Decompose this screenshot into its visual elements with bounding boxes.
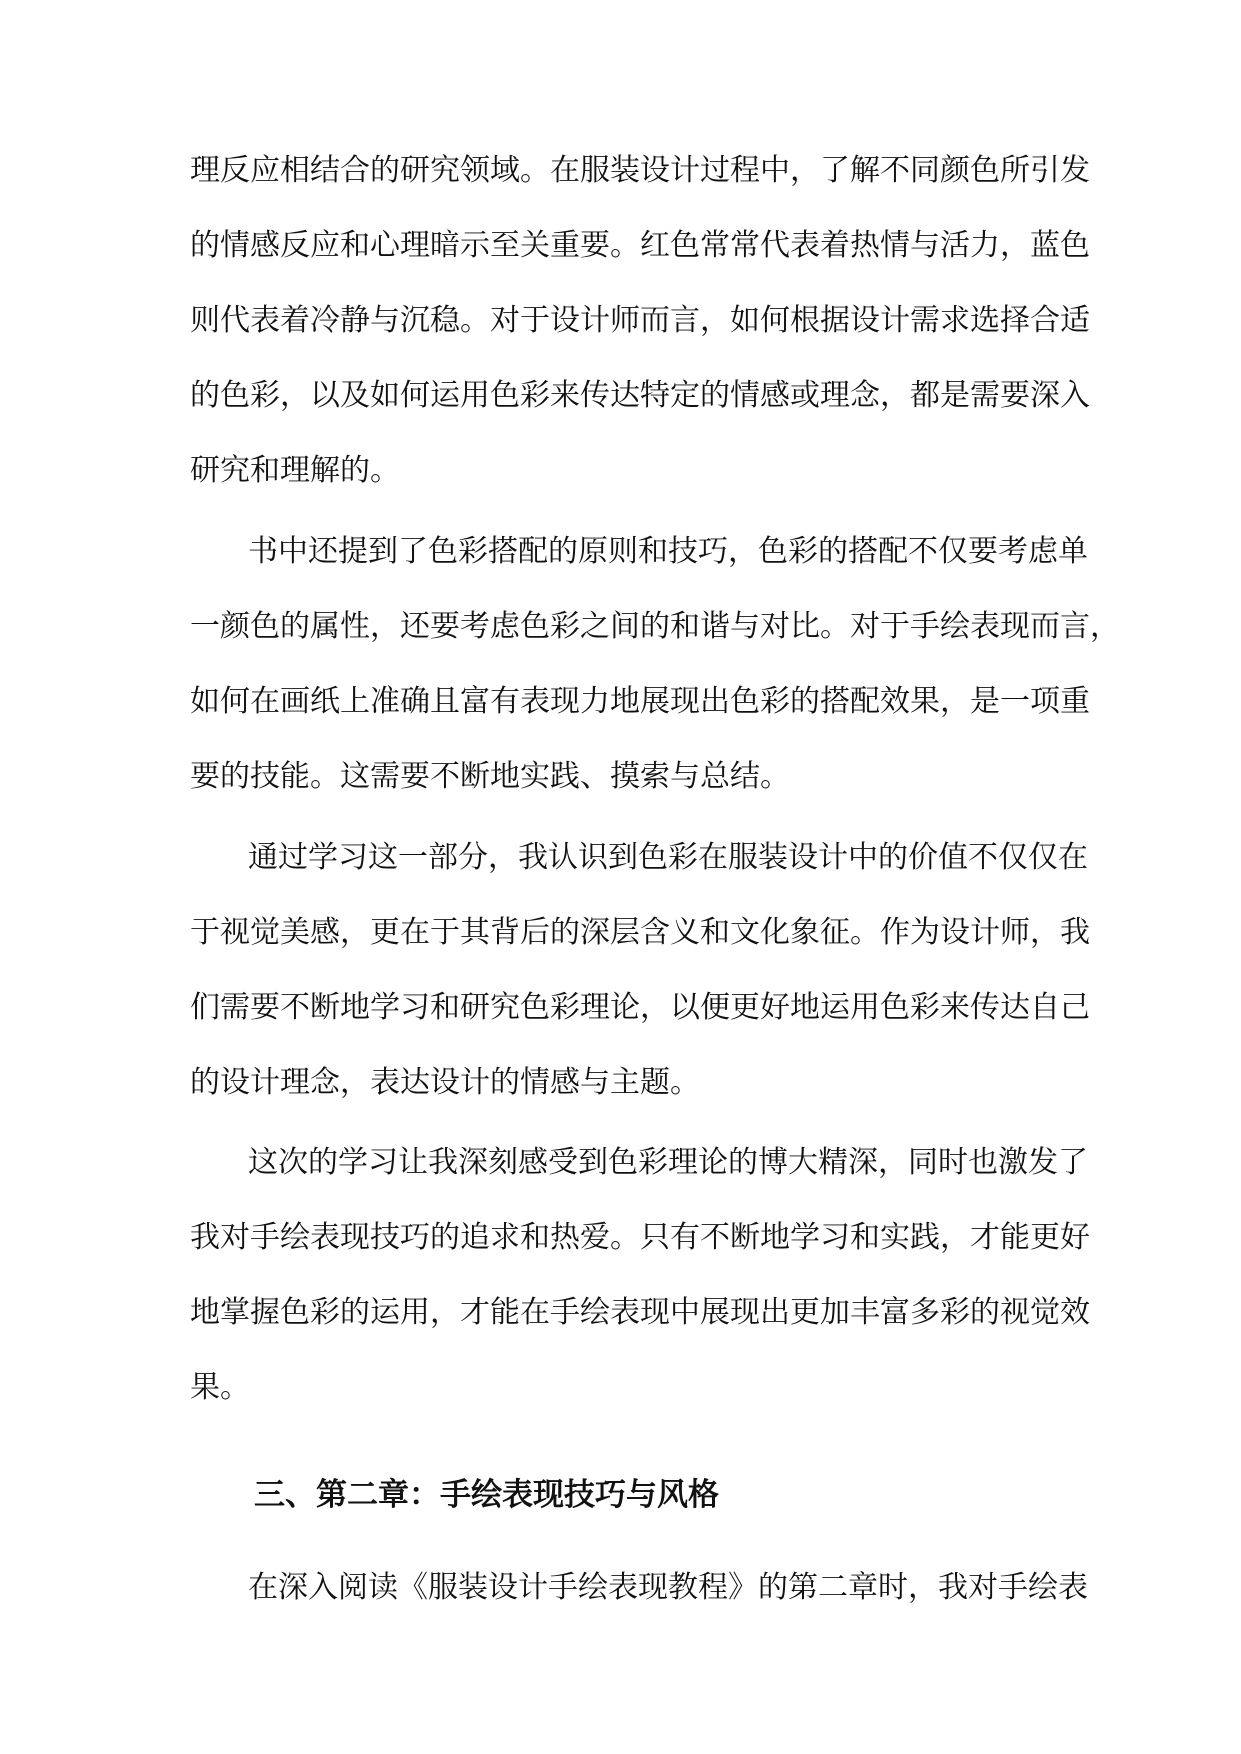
paragraph-3-line-4: 的设计理念，表达设计的情感与主题。 bbox=[190, 1065, 700, 1100]
paragraph-4-line-4: 果。 bbox=[190, 1370, 250, 1405]
paragraph-1-line-2: 的情感反应和心理暗示至关重要。红色常常代表着热情与活力，蓝色 bbox=[190, 228, 1090, 263]
paragraph-2-line-1: 书中还提到了色彩搭配的原则和技巧，色彩的搭配不仅要考虑单 bbox=[248, 534, 1088, 569]
paragraph-2-line-4: 要的技能。这需要不断地实践、摸索与总结。 bbox=[190, 759, 790, 794]
paragraph-4-line-1: 这次的学习让我深刻感受到色彩理论的博大精深，同时也激发了 bbox=[248, 1145, 1088, 1180]
section-heading: 三、第二章：手绘表现技巧与风格 bbox=[254, 1477, 719, 1513]
paragraph-1-line-1: 理反应相结合的研究领域。在服装设计过程中，了解不同颜色所引发 bbox=[190, 153, 1090, 188]
paragraph-1-line-3: 则代表着冷静与沉稳。对于设计师而言，如何根据设计需求选择合适 bbox=[190, 303, 1090, 338]
paragraph-4-line-2: 我对手绘表现技巧的追求和热爱。只有不断地学习和实践，才能更好 bbox=[190, 1220, 1090, 1255]
paragraph-2-line-2: 一颜色的属性，还要考虑色彩之间的和谐与对比。对于手绘表现而言， bbox=[190, 609, 1120, 644]
paragraph-3-line-2: 于视觉美感，更在于其背后的深层含义和文化象征。作为设计师，我 bbox=[190, 915, 1090, 950]
paragraph-1-line-4: 的色彩，以及如何运用色彩来传达特定的情感或理念，都是需要深入 bbox=[190, 378, 1090, 413]
paragraph-1-line-5: 研究和理解的。 bbox=[190, 453, 400, 488]
paragraph-3-line-3: 们需要不断地学习和研究色彩理论，以便更好地运用色彩来传达自己 bbox=[190, 990, 1090, 1025]
closing-paragraph-line-1: 在深入阅读《服装设计手绘表现教程》的第二章时，我对手绘表 bbox=[248, 1570, 1088, 1605]
paragraph-2-line-3: 如何在画纸上准确且富有表现力地展现出色彩的搭配效果，是一项重 bbox=[190, 684, 1090, 719]
paragraph-4-line-3: 地掌握色彩的运用，才能在手绘表现中展现出更加丰富多彩的视觉效 bbox=[190, 1295, 1090, 1330]
paragraph-3-line-1: 通过学习这一部分，我认识到色彩在服装设计中的价值不仅仅在 bbox=[248, 840, 1088, 875]
